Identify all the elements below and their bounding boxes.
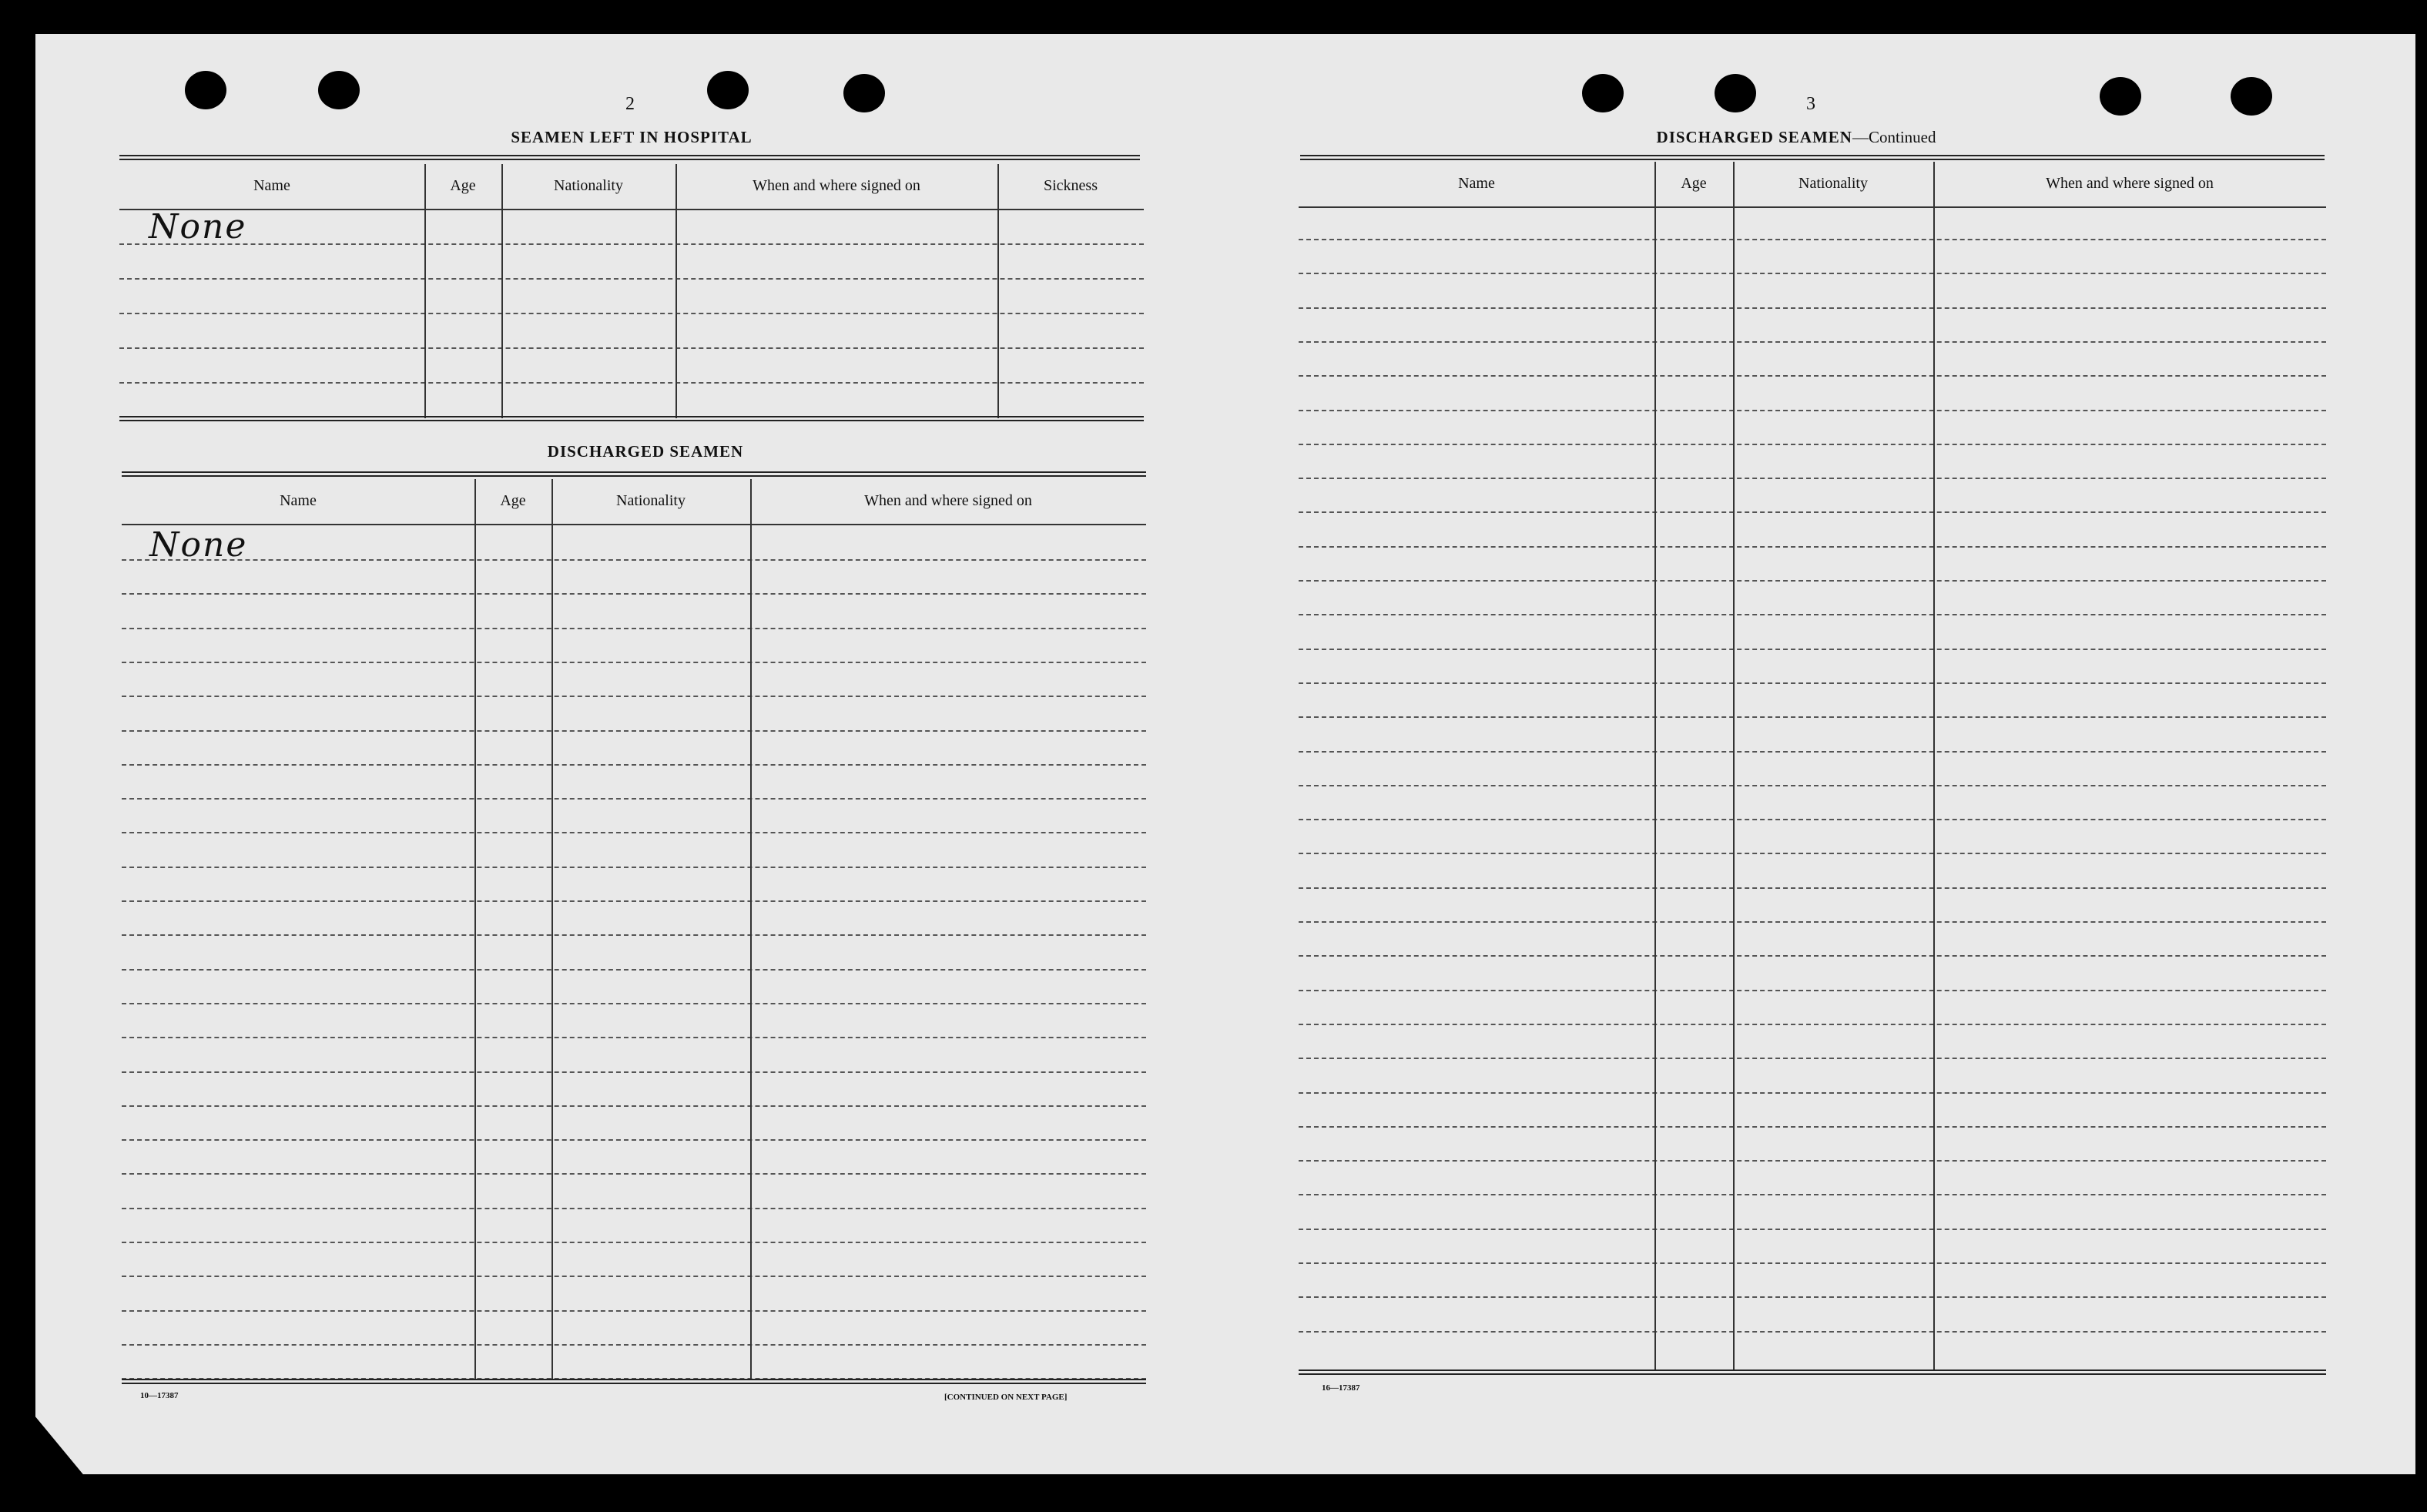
- title-text: DISCHARGED SEAMEN: [1656, 128, 1852, 146]
- column-divider: [1654, 162, 1656, 1371]
- row-line: [1299, 546, 2326, 548]
- title-rule: [122, 471, 1146, 477]
- right-page-number: 3: [1806, 94, 1815, 114]
- col-header-nationality: Nationality: [554, 176, 623, 194]
- table-bottom-rule: [119, 416, 1144, 421]
- row-line: [1299, 410, 2326, 411]
- handwritten-entry: None: [149, 525, 248, 565]
- column-divider: [675, 164, 677, 418]
- title-rule: [1300, 155, 2325, 160]
- row-line: [122, 593, 1146, 595]
- column-divider: [424, 164, 426, 418]
- row-line: [1299, 819, 2326, 820]
- row-line: [1299, 614, 2326, 615]
- row-line: [1299, 853, 2326, 854]
- row-line: [1299, 341, 2326, 343]
- col-header-age: Age: [450, 176, 476, 194]
- col-header-sickness: Sickness: [1044, 176, 1098, 194]
- form-number: 16—17387: [1322, 1383, 1360, 1393]
- col-header-signed-on: When and where signed on: [753, 176, 920, 194]
- row-line: [122, 1105, 1146, 1107]
- column-divider: [750, 479, 752, 1380]
- row-line: [122, 1037, 1146, 1038]
- col-header-name: Name: [253, 176, 290, 194]
- discharged-table: [122, 479, 1146, 1380]
- row-line: [1299, 955, 2326, 957]
- row-line: [122, 832, 1146, 833]
- col-header-signed-on: When and where signed on: [2046, 174, 2214, 192]
- row-line: [119, 313, 1144, 314]
- row-line: [1299, 1296, 2326, 1298]
- column-divider: [551, 479, 553, 1380]
- row-line: [1299, 716, 2326, 718]
- row-line: [122, 867, 1146, 868]
- row-line: [122, 559, 1146, 561]
- col-header-nationality: Nationality: [1798, 174, 1868, 192]
- row-line: [1299, 478, 2326, 479]
- row-line: [119, 347, 1144, 349]
- row-line: [1299, 1024, 2326, 1025]
- row-line: [1299, 785, 2326, 786]
- row-line: [122, 934, 1146, 936]
- row-line: [122, 696, 1146, 697]
- row-line: [1299, 1331, 2326, 1333]
- row-line: [1299, 990, 2326, 991]
- row-line: [1299, 580, 2326, 582]
- row-line: [119, 278, 1144, 280]
- row-line: [1299, 307, 2326, 309]
- row-line: [122, 1173, 1146, 1175]
- row-line: [1299, 273, 2326, 274]
- row-line: [1299, 1229, 2326, 1230]
- left-page-number: 2: [625, 94, 635, 114]
- discharged-continued-table: [1299, 162, 2326, 1371]
- row-line: [122, 662, 1146, 663]
- row-line: [1299, 649, 2326, 650]
- col-header-age: Age: [1681, 174, 1707, 192]
- row-line: [122, 1208, 1146, 1209]
- col-header-nationality: Nationality: [616, 491, 686, 509]
- discharged-table-title: DISCHARGED SEAMEN: [547, 442, 744, 461]
- title-rule: [119, 155, 1140, 160]
- form-number: 10—17387: [140, 1391, 179, 1400]
- punch-hole: [1715, 74, 1756, 112]
- table-bottom-rule: [1299, 1370, 2326, 1375]
- header-rule: [119, 209, 1144, 210]
- col-header-signed-on: When and where signed on: [864, 491, 1032, 509]
- header-rule: [1299, 206, 2326, 208]
- row-line: [1299, 511, 2326, 513]
- row-line: [122, 798, 1146, 800]
- row-line: [1299, 1262, 2326, 1264]
- row-line: [122, 1071, 1146, 1073]
- column-divider: [997, 164, 999, 418]
- row-line: [1299, 1092, 2326, 1094]
- punch-hole: [2231, 77, 2272, 116]
- row-line: [1299, 444, 2326, 445]
- row-line: [122, 1003, 1146, 1004]
- punch-hole: [318, 71, 360, 109]
- row-line: [1299, 682, 2326, 684]
- col-header-name: Name: [1458, 174, 1495, 192]
- row-line: [122, 730, 1146, 732]
- row-line: [122, 1344, 1146, 1346]
- row-line: [122, 764, 1146, 766]
- row-line: [1299, 239, 2326, 240]
- row-line: [122, 1276, 1146, 1277]
- column-divider: [501, 164, 503, 418]
- punch-hole: [707, 71, 749, 109]
- row-line: [122, 1310, 1146, 1312]
- row-line: [1299, 1058, 2326, 1059]
- row-line: [1299, 375, 2326, 377]
- column-divider: [1733, 162, 1735, 1371]
- column-divider: [474, 479, 476, 1380]
- table-bottom-rule: [122, 1379, 1146, 1384]
- col-header-age: Age: [500, 491, 526, 509]
- row-line: [1299, 1126, 2326, 1128]
- column-divider: [1933, 162, 1935, 1371]
- row-line: [1299, 751, 2326, 753]
- continued-note: [CONTINUED ON NEXT PAGE]: [944, 1393, 1068, 1402]
- col-header-name: Name: [280, 491, 317, 509]
- row-line: [122, 969, 1146, 971]
- punch-hole: [843, 74, 885, 112]
- row-line: [1299, 1194, 2326, 1195]
- row-line: [122, 1242, 1146, 1243]
- row-line: [122, 900, 1146, 902]
- row-line: [1299, 887, 2326, 889]
- handwritten-entry: None: [149, 207, 247, 246]
- discharged-continued-title: [1657, 128, 1936, 147]
- row-line: [1299, 921, 2326, 923]
- row-line: [122, 1139, 1146, 1141]
- punch-hole: [185, 71, 226, 109]
- title-suffix: —Continued: [1852, 128, 1936, 146]
- row-line: [119, 243, 1144, 245]
- punch-hole: [1582, 74, 1624, 112]
- hospital-table: [119, 164, 1144, 418]
- row-line: [1299, 1160, 2326, 1162]
- row-line: [119, 382, 1144, 384]
- header-rule: [122, 524, 1146, 525]
- row-line: [122, 628, 1146, 629]
- hospital-table-title: SEAMEN LEFT IN HOSPITAL: [511, 128, 753, 146]
- punch-hole: [2100, 77, 2141, 116]
